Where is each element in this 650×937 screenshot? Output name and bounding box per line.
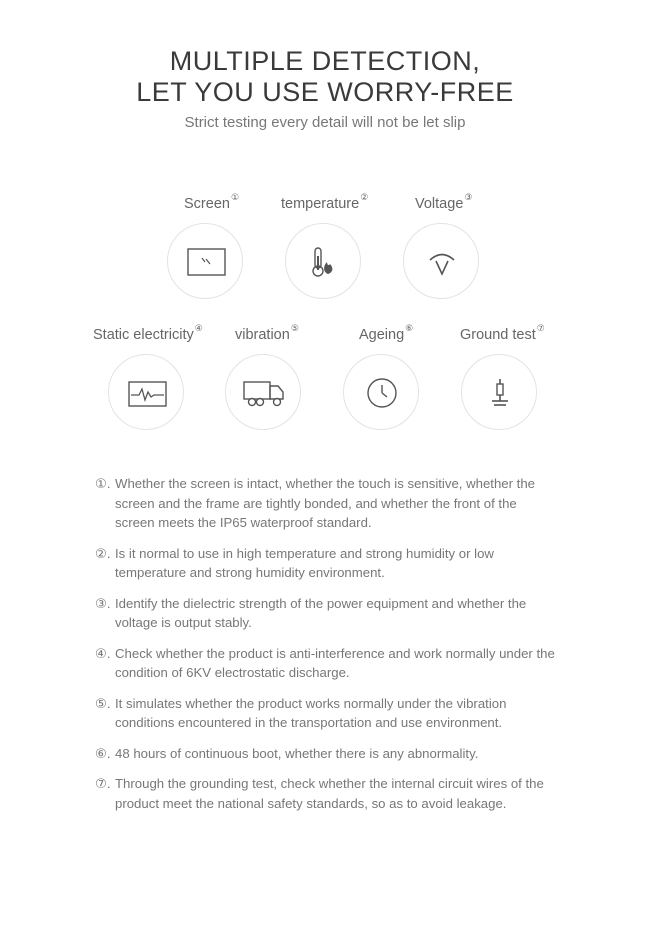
test-label-static-electricity: Static electricity④	[93, 323, 203, 343]
test-label-temperature: temperature②	[281, 192, 369, 212]
test-label-voltage: Voltage③	[415, 192, 473, 212]
test-circle-ageing	[343, 354, 419, 430]
voltage-icon	[404, 224, 480, 300]
test-circle-temperature	[285, 223, 361, 299]
list-item: ②. Is it normal to use in high temperature and strong humidity or low temperature and strong humidity environment.	[95, 545, 494, 580]
test-descriptions	[95, 474, 555, 824]
title-line-2: LET YOU USE WORRY-FREE	[136, 77, 514, 107]
test-label-screen: Screen①	[184, 192, 240, 212]
list-item: ⑥. 48 hours of continuous boot, whether there is any abnormality.	[95, 745, 479, 761]
test-label-ground-test: Ground test⑦	[460, 323, 545, 343]
clock-icon	[344, 355, 420, 431]
list-item: ⑦. Through the grounding test, check whether the internal circuit wires of the product meet the national safety standards, so as to avoid leakage.	[95, 776, 544, 811]
test-circle-vibration	[225, 354, 301, 430]
thermometer-flame-icon	[286, 224, 362, 300]
test-circle-screen	[167, 223, 243, 299]
list-item: ④. Check whether the product is anti-interference and work normally under the condition of 6KV electrostatic discharge.	[95, 645, 555, 680]
list-item: ①. Whether the screen is intact, whether the touch is sensitive, whether the screen and the frame are tightly bonded, and whether the front of the screen meets the IP65 waterproof standard.	[95, 476, 536, 530]
title-line-1: MULTIPLE DETECTION,	[169, 46, 481, 76]
test-label-ageing: Ageing⑥	[359, 323, 414, 343]
page-subtitle: Strict testing every detail will not be let slip	[184, 114, 466, 131]
test-circle-static-electricity	[108, 354, 184, 430]
pulse-monitor-icon	[109, 355, 185, 431]
list-item: ⑤. It simulates whether the product works normally under the vibration conditions encountered in the transportation and use environment.	[95, 695, 507, 730]
truck-icon	[226, 355, 302, 431]
page-title	[0, 46, 650, 108]
test-label-vibration: vibration⑤	[235, 323, 299, 343]
test-circle-ground-test	[461, 354, 537, 430]
ground-probe-icon	[462, 355, 538, 431]
screen-icon	[168, 224, 244, 300]
test-circle-voltage	[403, 223, 479, 299]
list-item: ③. Identify the dielectric strength of the power equipment and whether the voltage is output stably.	[95, 595, 527, 630]
